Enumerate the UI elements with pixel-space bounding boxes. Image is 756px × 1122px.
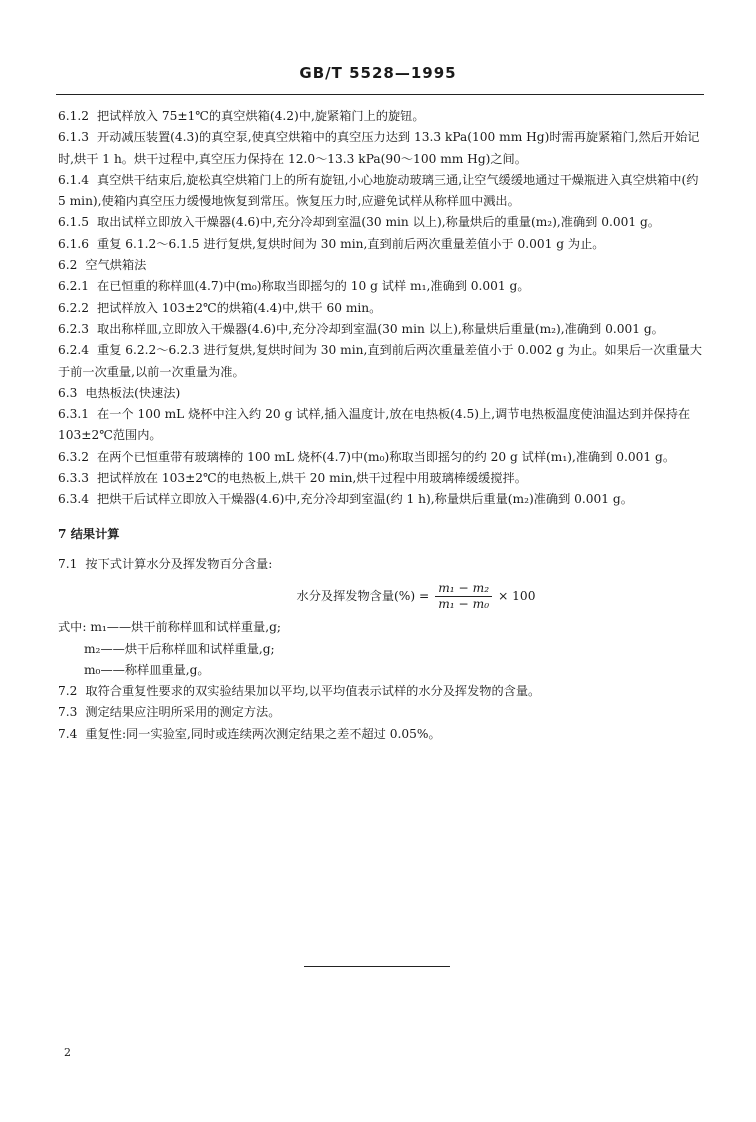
clause-number: 6.3.2 [58, 449, 90, 464]
clause-text: 取出试样立即放入干燥器(4.6)中,充分冷却到室温(30 min 以上),称量烘后的重量(m₂),准确到 0.001 g。 [97, 215, 660, 230]
clause-number: 6.1.6 [58, 236, 90, 251]
paragraph [58, 724, 704, 745]
clause-text: 取出称样皿,立即放入干燥器(4.6)中,充分冷却到室温(30 min 以上),称量烘后重量(m₂),准确到 0.001 g。 [97, 321, 664, 336]
clause-number: 6.2.3 [58, 321, 90, 336]
formula-rhs: × 100 [498, 588, 536, 603]
paragraph [58, 106, 704, 127]
clause-text: 把试样放在 103±2℃的电热板上,烘干 20 min,烘干过程中用玻璃棒缓缓搅拌。 [97, 471, 527, 486]
header-divider [56, 94, 704, 95]
formula-fraction [435, 581, 492, 612]
clause-text: 电热板法(快速法) [85, 385, 181, 400]
section-title: 7 结果计算 [58, 526, 120, 541]
clause-number: 6.2.2 [58, 300, 90, 315]
clause-text: 开动减压装置(4.3)的真空泵,使真空烘箱中的真空压力达到 13.3 kPa(100 mm Hg)时需再旋紧箱门,然后开始记时,烘干 1 h。烘干过程中,真空压力保持在 12.0～13.3 kPa(90～100 mm Hg)之间。 [58, 130, 700, 166]
clause-number: 7.4 [58, 726, 78, 741]
clause-text: 把烘干后试样立即放入干燥器(4.6)中,充分冷却到室温(约 1 h),称量烘后重量(m₂)准确到 0.001 g。 [97, 492, 633, 507]
clause-number: 6.3.3 [58, 471, 90, 486]
clause-text: 空气烘箱法 [85, 258, 147, 273]
end-of-document-rule [304, 966, 450, 967]
clause-text: 真空烘干结束后,旋松真空烘箱门上的所有旋钮,小心地旋动玻璃三通,让空气缓缓地通过干燥瓶进入真空烘箱中(约 5 min),使箱内真空压力缓慢地恢复到常压。恢复压力时,应避免试样从称样皿中溅出。 [58, 172, 699, 209]
subsection-heading [58, 255, 704, 276]
paragraph [58, 276, 704, 297]
clause-number: 6.2.1 [58, 279, 90, 294]
clause-number: 7.3 [58, 705, 78, 720]
clause-text: 重复 6.1.2～6.1.5 进行复烘,复烘时间为 30 min,直到前后两次重量差值小于 0.001 g 为止。 [97, 236, 605, 251]
paragraph [58, 702, 704, 723]
formula-denominator: m₁ − m₀ [438, 596, 490, 611]
paragraph [58, 319, 704, 340]
paragraph [58, 489, 704, 510]
clause-number: 6.1.2 [58, 109, 90, 123]
formula-legend-item: 式中: m₁——烘干前称样皿和试样重量,g; [58, 620, 282, 635]
formula-legend-item: m₂——烘干后称样皿和试样重量,g; [84, 641, 275, 656]
standard-code-header: GB/T 5528—1995 [299, 64, 457, 82]
formula [128, 581, 704, 611]
clause-number: 6.3 [58, 385, 78, 400]
clause-text: 重复性:同一实验室,同时或连续两次测定结果之差不超过 0.05%。 [85, 726, 441, 741]
paragraph [58, 404, 704, 447]
paragraph [58, 447, 704, 468]
formula-lhs: 水分及挥发物含量(%) = [296, 588, 430, 603]
clause-text: 在两个已恒重带有玻璃棒的 100 mL 烧杯(4.7)中(m₀)称取当即摇匀的约 20 g 试样(m₁),准确到 0.001 g。 [97, 449, 676, 464]
clause-text: 测定结果应注明所采用的测定方法。 [85, 705, 281, 720]
paragraph [58, 212, 704, 233]
clause-text: 把试样放入 103±2℃的烘箱(4.4)中,烘干 60 min。 [97, 300, 382, 315]
clause-text: 取符合重复性要求的双实验结果加以平均,以平均值表示试样的水分及挥发物的含量。 [85, 684, 541, 699]
paragraph [58, 468, 704, 489]
clause-number: 6.3.1 [58, 407, 90, 422]
clause-number: 6.2.4 [58, 343, 90, 358]
formula-numerator: m₁ − m₂ [435, 581, 492, 597]
clause-number: 6.3.4 [58, 492, 90, 507]
subsection-heading [58, 383, 704, 404]
clause-text: 在已恒重的称样皿(4.7)中(m₀)称取当即摇匀的 10 g 试样 m₁,准确到 0.001 g。 [97, 279, 530, 294]
clause-text: 按下式计算水分及挥发物百分含量: [85, 556, 273, 571]
clause-text: 把试样放入 75±1℃的真空烘箱(4.2)中,旋紧箱门上的旋钮。 [97, 109, 425, 123]
clause-number: 6.2 [58, 258, 78, 273]
formula-legend-item: m₀——称样皿重量,g。 [84, 662, 210, 677]
paragraph [58, 298, 704, 319]
clause-number: 7.2 [58, 684, 78, 699]
clause-text: 重复 6.2.2～6.2.3 进行复烘,复烘时间为 30 min,直到前后两次重量差值小于 0.002 g 为止。如果后一次重量大于前一次重量,以前一次重量为准。 [58, 343, 702, 379]
clause-number: 7.1 [58, 556, 78, 571]
paragraph [58, 554, 704, 575]
clause-text: 在一个 100 mL 烧杯中注入约 20 g 试样,插入温度计,放在电热板(4.5)上,调节电热板温度使油温达到并保持在 103±2℃范围内。 [58, 407, 691, 443]
paragraph [58, 170, 704, 213]
clause-number: 6.1.4 [58, 172, 90, 187]
clause-number: 6.1.3 [58, 130, 90, 145]
paragraph [58, 340, 704, 383]
clause-number: 6.1.5 [58, 215, 90, 230]
paragraph [58, 127, 704, 170]
paragraph [58, 681, 704, 702]
document-body [58, 106, 704, 745]
paragraph [58, 234, 704, 255]
page-number: 2 [64, 1046, 71, 1059]
